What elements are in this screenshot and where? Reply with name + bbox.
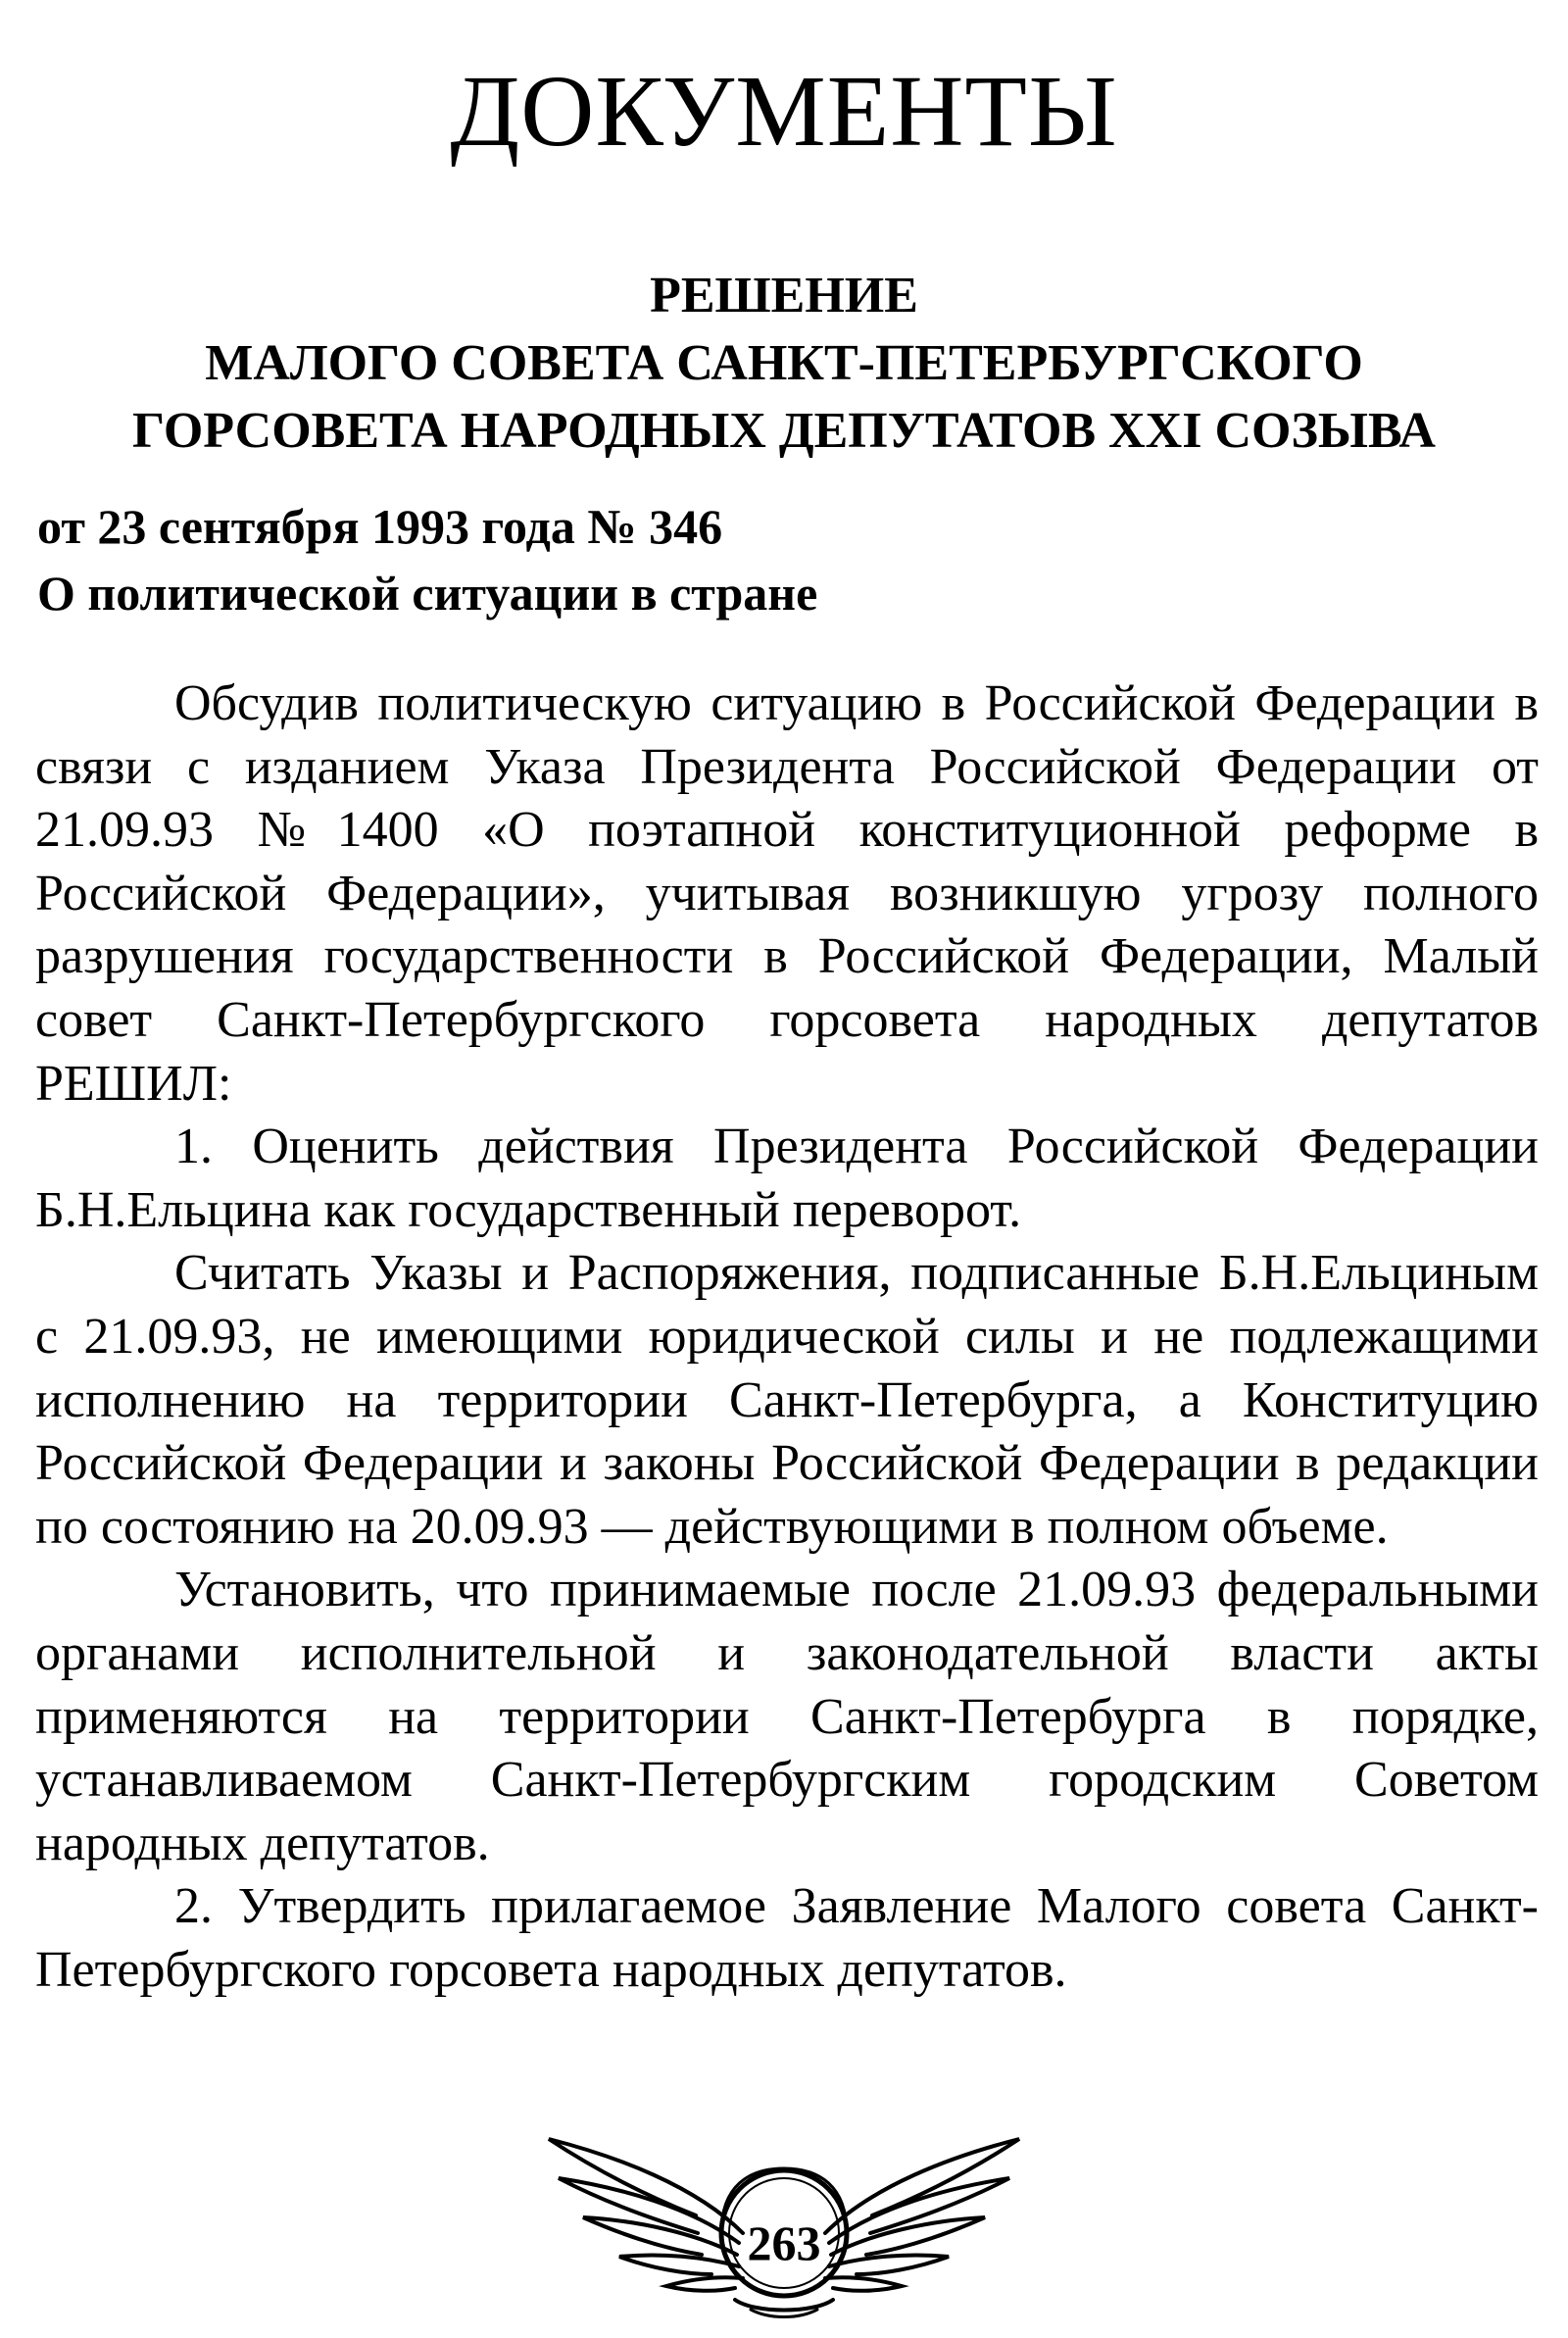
resolution-subject: О политической ситуации в стране [37,566,818,621]
paragraph-federal-acts: Установить, что принимаемые после 21.09.93 федеральными органами исполнительной и законодательной власти акты применяются на территории Санкт-Петербурга в порядке, устанавливаемом Санкт-Петербургским городским Советом народных депутатов. [35,1562,1539,1871]
paragraph-item-1: 1. Оценить действия Президента Российской Федерации Б.Н.Ельцина как государственный переворот. [35,1119,1539,1238]
section-title: ДОКУМЕНТЫ [450,55,1118,168]
page-number: 263 [747,2215,821,2270]
resolution-heading-line-3: ГОРСОВЕТА НАРОДНЫХ ДЕПУТАТОВ XXI СОЗЫВА [132,403,1436,459]
paragraph-preamble: Обсудив политическую ситуацию в Российской Федерации в связи с изданием Указа Президента Российской Федерации от 21.09.93 №1400 «О поэтапной конституционной реформе в Российской Федерации», учитывая возникшую угрозу полного разрушения государственности в Российской Федерации, Малый совет Санкт-Петербургского горсовета народных депутатов РЕШИЛ: [35,675,1539,1112]
resolution-heading-line-1: РЕШЕНИЕ [650,268,918,323]
resolution-heading-line-2: МАЛОГО СОВЕТА САНКТ-ПЕТЕРБУРГСКОГО [205,335,1363,391]
paragraph-item-2: 2. Утвердить прилагаемое Заявление Малого совета Санкт-Петербургского горсовета народных депутатов. [35,1878,1539,1998]
resolution-body [35,672,1539,2002]
resolution-date-number: от 23 сентября 1993 года № 346 [37,499,723,554]
paragraph-decrees: Считать Указы и Распоряжения, подписанные Б.Н.Ельциным с 21.09.93, не имеющими юридической силы и не подлежащими исполнению на территории Санкт-Петербурга, а Конституцию Российской Федерации и законы Российской Федерации в редакции по состоянию на 20.09.93 — действующими в полном объеме. [35,1245,1539,1555]
